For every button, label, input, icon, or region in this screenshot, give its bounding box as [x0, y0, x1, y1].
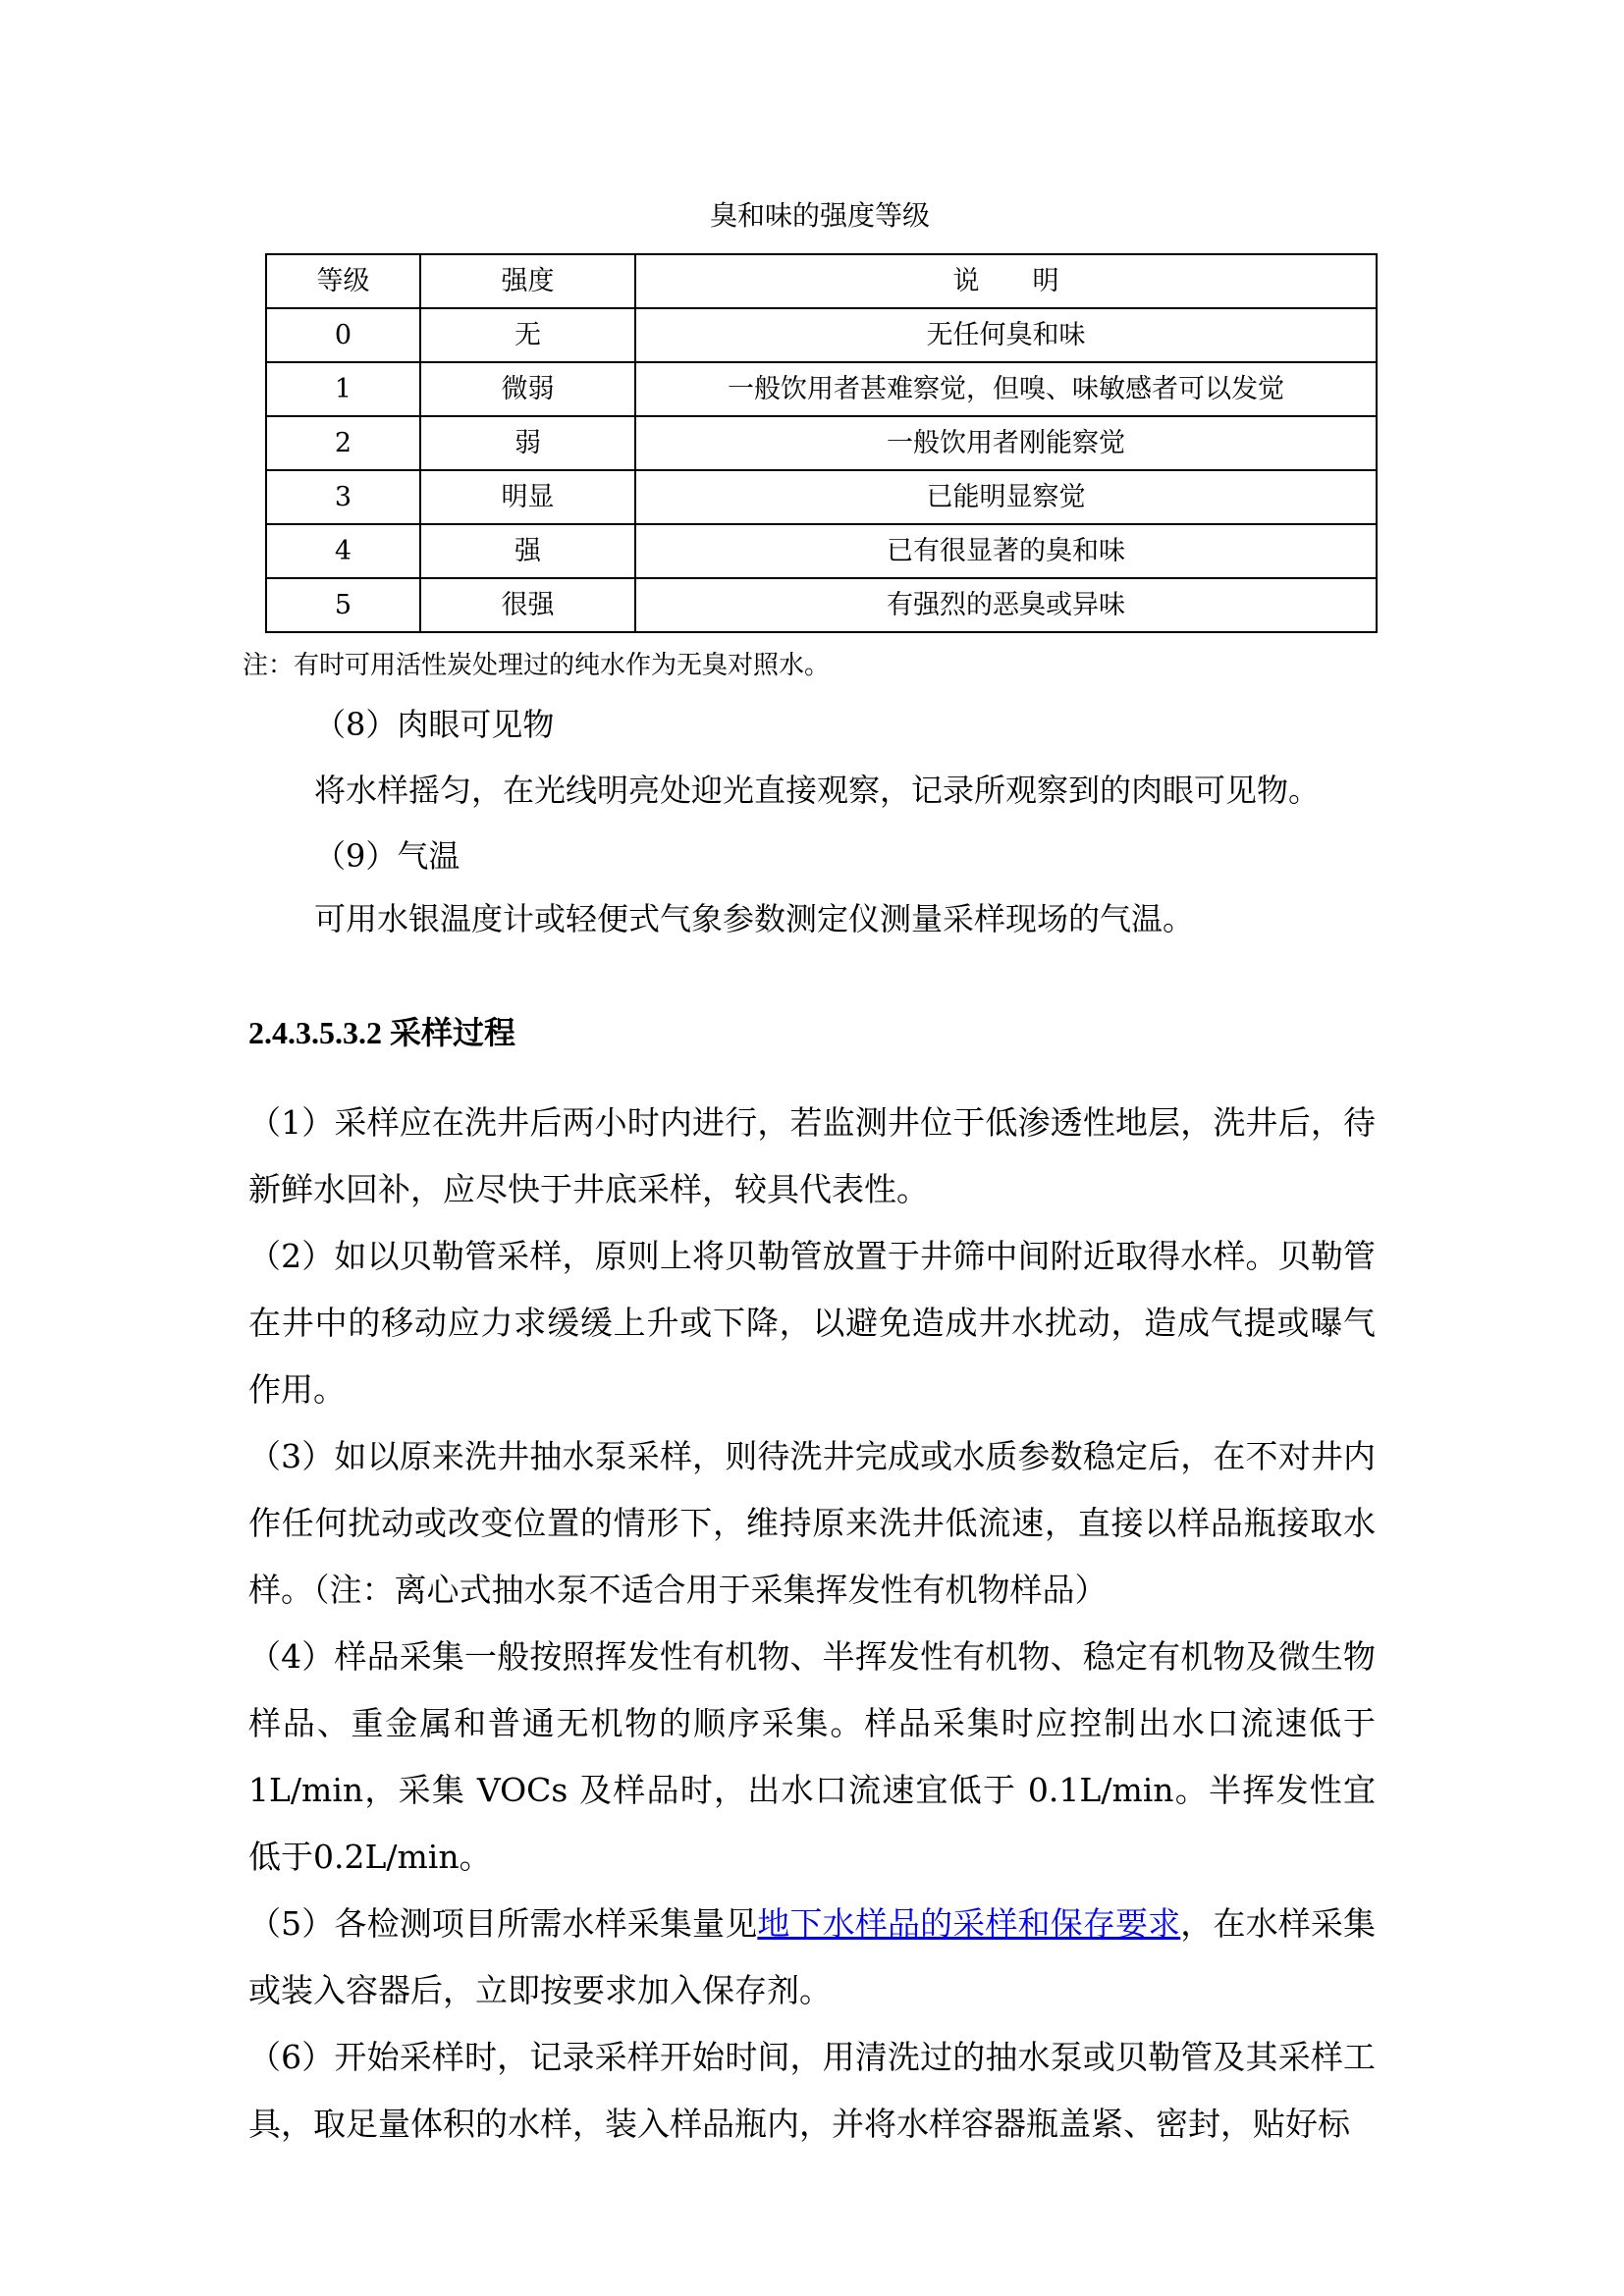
cell-description: 一般饮用者刚能察觉 [635, 416, 1377, 470]
cell-grade: 0 [266, 308, 420, 362]
cell-intensity: 强 [420, 524, 635, 578]
cell-description: 一般饮用者甚难察觉，但嗅、味敏感者可以发觉 [635, 362, 1377, 416]
table-row [266, 578, 1377, 632]
cell-description: 无任何臭和味 [635, 308, 1377, 362]
paragraph-5-end: ，在水样采集或装入容器后，立即按要求加入保存剂。 [248, 1904, 1377, 2009]
table-row [266, 362, 1377, 416]
paragraph-2: （2）如以贝勒管采样，原则上将贝勒管放置于井筛中间附近取得水样。贝勒管在井中的移动应力求缓缓上升或下降，以避免造成井水扰动，造成气提或曝气作用。 [248, 1237, 1376, 1409]
cell-grade: 4 [266, 524, 420, 578]
table-row [266, 470, 1377, 524]
cell-intensity: 很强 [420, 578, 635, 632]
cell-intensity: 明显 [420, 470, 635, 524]
header-intensity: 强度 [420, 254, 635, 308]
paragraph-5-start: （5）各检测项目所需水样采集量见 [248, 1904, 758, 1943]
table-row [266, 416, 1377, 470]
item-8-title: （8）肉眼可见物 [314, 706, 555, 743]
table-row [266, 524, 1377, 578]
table-caption: 臭和味的强度等级 [709, 199, 930, 232]
cell-grade: 5 [266, 578, 420, 632]
item-9-title: （9）气温 [314, 837, 460, 875]
paragraph-5 [248, 1891, 1376, 2024]
cell-description: 有强烈的恶臭或异味 [635, 578, 1377, 632]
table-row [266, 308, 1377, 362]
odor-grade-table [265, 253, 1378, 633]
cell-intensity: 无 [420, 308, 635, 362]
cell-description: 已有很显著的臭和味 [635, 524, 1377, 578]
cell-intensity: 微弱 [420, 362, 635, 416]
section-heading: 2.4.3.5.3.2 采样过程 [248, 1015, 516, 1050]
section-body [248, 1090, 1376, 2158]
cell-grade: 3 [266, 470, 420, 524]
table-header-row [266, 254, 1377, 308]
item-9-text: 可用水银温度计或轻便式气象参数测定仪测量采样现场的气温。 [314, 900, 1195, 937]
cell-intensity: 弱 [420, 416, 635, 470]
cell-description: 已能明显察觉 [635, 470, 1377, 524]
table-note: 注：有时可用活性炭处理过的纯水作为无臭对照水。 [243, 651, 831, 680]
paragraph-4: （4）样品采集一般按照挥发性有机物、半挥发性有机物、稳定有机物及微生物样品、重金属和普通无机物的顺序采集。样品采集时应控制出水口流速低于1L/min，采集 VOCs 及样品时，出水口流速宜低于 0.1L/min。半挥发性宜低于0.2L/min。 [248, 1637, 1376, 1876]
item-8-text: 将水样摇匀，在光线明亮处迎光直接观察，记录所观察到的肉眼可见物。 [314, 772, 1321, 809]
cell-grade: 1 [266, 362, 420, 416]
header-grade: 等级 [266, 254, 420, 308]
header-description: 说 明 [635, 254, 1377, 308]
paragraph-3: （3）如以原来洗井抽水泵采样，则待洗井完成或水质参数稳定后，在不对井内作任何扰动或改变位置的情形下，维持原来洗井低流速，直接以样品瓶接取水样。（注：离心式抽水泵不适合用于采集挥发性有机物样品） [248, 1437, 1376, 1609]
storage-requirements-link[interactable]: 地下水样品的采样和保存要求 [757, 1904, 1181, 1943]
paragraph-6: （6）开始采样时，记录采样开始时间，用清洗过的抽水泵或贝勒管及其采样工具，取足量体积的水样，装入样品瓶内，并将水样容器瓶盖紧、密封，贴好标 [248, 2038, 1376, 2143]
cell-grade: 2 [266, 416, 420, 470]
paragraph-1: （1）采样应在洗井后两小时内进行，若监测井位于低渗透性地层，洗井后，待新鲜水回补，应尽快于井底采样，较具代表性。 [248, 1103, 1376, 1208]
